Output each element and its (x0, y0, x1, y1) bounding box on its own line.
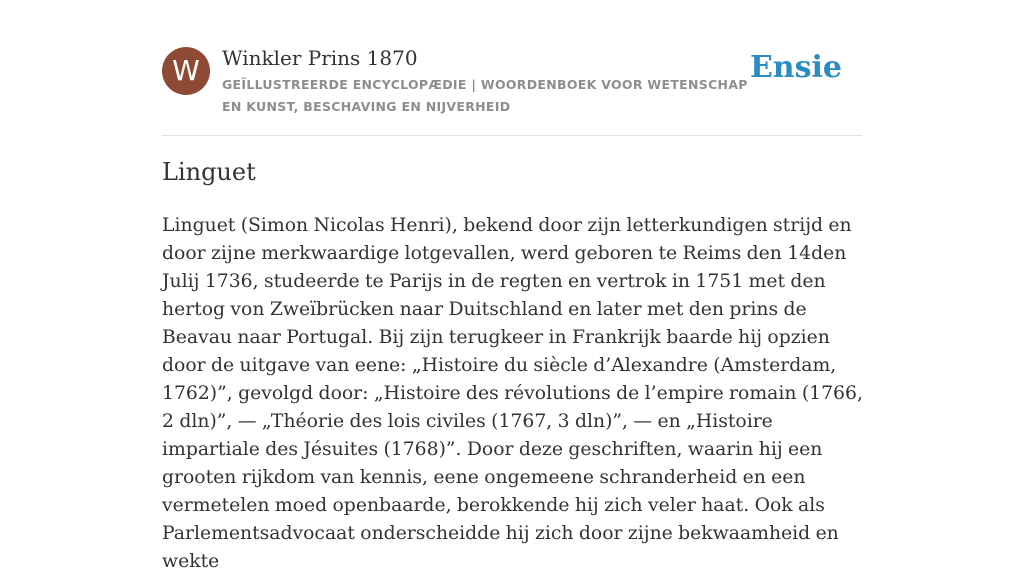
source-avatar[interactable]: W (162, 47, 210, 95)
article-title: Linguet (162, 158, 256, 186)
source-subtitle: GEÏLLUSTREERDE ENCYCLOPÆDIE | WOORDENBOEK VOOR WETENSCHAP EN KUNST, BESCHAVING EN NIJVERHEID (222, 77, 748, 114)
ensie-logo[interactable]: Ensie (749, 50, 842, 85)
header-divider (162, 135, 862, 136)
source-title[interactable]: Winkler Prins 1870 (222, 46, 418, 70)
source-header (162, 46, 862, 116)
article-body: Linguet (Simon Nicolas Henri), bekend door zijn letterkundigen strijd en door zijne merkwaardige lotgevallen, werd geboren te Reims den 14den Julij 1736, studeerde te Parijs in de regten en vertrok in 1751 met den hertog von Zweïbrücken naar Duitschland en later met den prins de Beavau naar Portugal. Bij zijn terugkeer in Frankrijk baarde hij opzien door de uitgave van eene: „Histoire du siècle d’Alexandre (Amsterdam, 1762)”, gevolgd door: „Histoire des révolutions de l’empire romain (1766, 2 dln)”, — „Théorie des lois civiles (1767, 3 dln)”, — en „Histoire impartiale des Jésuites (1768)”. Door deze geschriften, waarin hij een grooten rijkdom van kennis, eene ongemeene schranderheid en een vermetelen moed openbaarde, berokkende hij zich veler haat. Ook als Parlementsadvocaat onderscheidde hij zich door zijne bekwaamheid en wekte (162, 215, 863, 572)
